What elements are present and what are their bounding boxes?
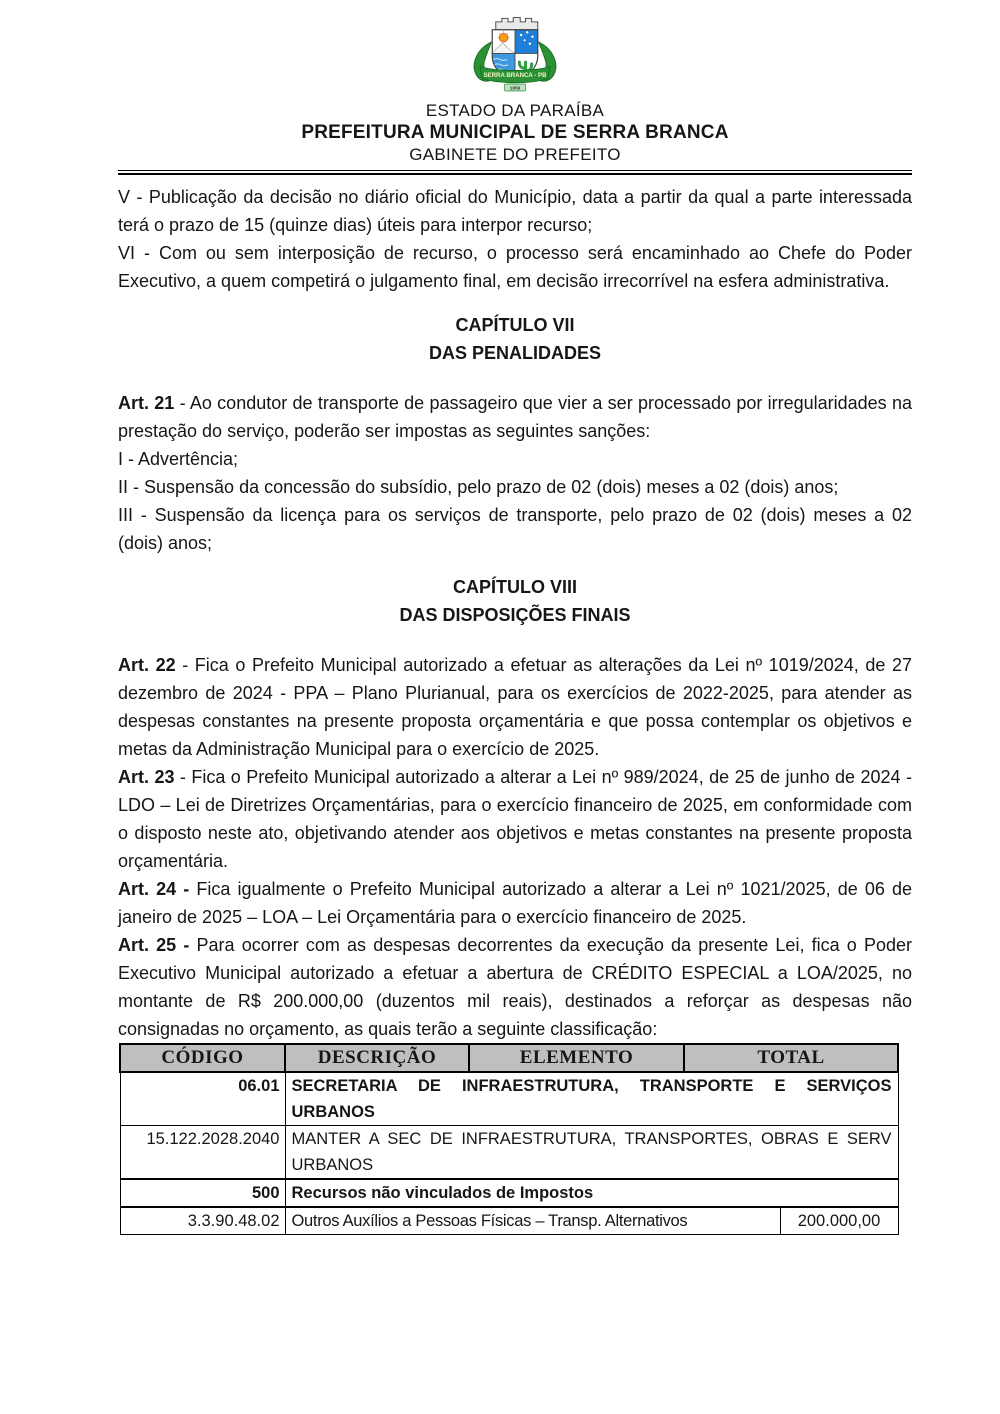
chapter-8-heading: [118, 573, 912, 629]
chapter-8-title: CAPÍTULO VIII: [452, 577, 577, 597]
col-header-total: TOTAL: [684, 1044, 898, 1072]
description-cell: MANTER A SEC DE INFRAESTRUTURA, TRANSPORTES, OBRAS E SERV URBANOS: [285, 1126, 898, 1180]
art-23-text: - Fica o Prefeito Municipal autorizado a alterar a Lei nº 989/2024, de 25 de junho de 2024 - LDO – Lei de Diretrizes Orçamentárias, para o exercício financeiro de 2025, em conformidade com o disposto neste ato, objetivando atender aos objetivos e metas constantes na presente proposta orçamentária.: [118, 767, 912, 871]
paragraph-sanction-ii: II - Suspensão da concessão do subsídio, pelo prazo de 02 (dois) meses a 02 (dois) anos;: [118, 477, 839, 497]
letterhead-office: GABINETE DO PREFEITO: [409, 145, 621, 164]
paragraph-item-vi: VI - Com ou sem interposição de recurso, o processo será encaminhado ao Chefe do Poder Executivo, a quem competirá o julgamento final, em decisão irrecorrível na esfera administrativa.: [118, 243, 912, 291]
crest-year-text: 1959: [509, 86, 521, 92]
col-header-codigo: CÓDIGO: [120, 1044, 285, 1072]
mural-crown: [496, 18, 538, 30]
paragraph-art-24: [118, 875, 912, 931]
description-cell: Recursos não vinculados de Impostos: [285, 1179, 898, 1207]
description-cell: SECRETARIA DE INFRAESTRUTURA, TRANSPORTE E SERVIÇOS URBANOS: [285, 1072, 898, 1126]
total-cell: 200.000,00: [780, 1207, 898, 1235]
table-row-auxilios: [120, 1207, 898, 1235]
code-cell: 06.01: [120, 1072, 285, 1126]
art-24-label: Art. 24 -: [118, 879, 190, 899]
paragraph-art-23: [118, 763, 912, 875]
letterhead: [118, 14, 912, 166]
code-cell: 15.122.2028.2040: [120, 1126, 285, 1180]
letterhead-state: ESTADO DA PARAÍBA: [425, 101, 605, 120]
art-22-label: Art. 22: [118, 655, 176, 675]
col-header-descricao: DESCRIÇÃO: [285, 1044, 469, 1072]
chapter-8-subtitle: DAS DISPOSIÇÕES FINAIS: [399, 605, 631, 625]
header-divider: [118, 170, 912, 175]
code-cell: 3.3.90.48.02: [120, 1207, 285, 1235]
art-25-text: Para ocorrer com as despesas decorrentes da execução da presente Lei, fica o Poder Executivo Municipal autorizado a efetuar a abertura de CRÉDITO ESPECIAL a LOA/2025, no montante de R$ 200.000,00 (duzentos mil reais), destinados a reforçar as despesas não consignadas no orçamento, as quais terão a seguinte classificação:: [118, 935, 912, 1039]
col-header-elemento: ELEMENTO: [469, 1044, 684, 1072]
art-21-text: - Ao condutor de transporte de passageiro que vier a ser processado por irregularidades na prestação do serviço, poderão ser impostas as seguintes sanções:: [118, 393, 912, 441]
art-24-text: Fica igualmente o Prefeito Municipal autorizado a alterar a Lei nº 1021/2025, de 06 de janeiro de 2025 – LOA – Lei Orçamentária para o exercício financeiro de 2025.: [118, 879, 912, 927]
letterhead-municipality: PREFEITURA MUNICIPAL DE SERRA BRANCA: [301, 122, 729, 143]
budget-table-header-row: [120, 1044, 898, 1072]
coat-of-arms-icon: [462, 14, 568, 98]
chapter-7-heading: [118, 311, 912, 367]
budget-table: [119, 1043, 899, 1235]
chapter-7-title: CAPÍTULO VII: [455, 315, 575, 335]
art-23-label: Art. 23: [118, 767, 175, 787]
code-cell: 500: [120, 1179, 285, 1207]
crest-banner-text: SERRA BRANCA - PB: [483, 72, 547, 80]
paragraph-sanction-i: I - Advertência;: [118, 449, 239, 469]
chapter-7-subtitle: DAS PENALIDADES: [428, 343, 602, 363]
paragraph-art-21: [118, 389, 912, 445]
table-row-manter: [120, 1126, 898, 1180]
art-25-label: Art. 25 -: [118, 935, 190, 955]
paragraph-item-v: V - Publicação da decisão no diário oficial do Município, data a partir da qual a parte interessada terá o prazo de 15 (quinze dias) úteis para interpor recurso;: [118, 187, 912, 235]
table-row-recursos: [120, 1179, 898, 1207]
art-22-text: - Fica o Prefeito Municipal autorizado a efetuar as alterações da Lei nº 1019/2024, de 27 dezembro de 2024 - PPA – Plano Plurianual, para os exercícios de 2022-2025, para atender as despesas constantes na presente proposta orçamentária e que possa contemplar os objetivos e metas da Administração Municipal para o exercício de 2025.: [118, 655, 912, 759]
art-21-label: Art. 21: [118, 393, 175, 413]
paragraph-sanction-iii: III - Suspensão da licença para os serviços de transporte, pelo prazo de 02 (dois) meses a 02 (dois) anos;: [118, 505, 912, 553]
paragraph-art-22: [118, 651, 912, 763]
description-cell: Outros Auxílios a Pessoas Físicas – Transp. Alternativos: [285, 1207, 780, 1235]
paragraph-art-25: [118, 931, 912, 1043]
table-row-secretaria: [120, 1072, 898, 1126]
